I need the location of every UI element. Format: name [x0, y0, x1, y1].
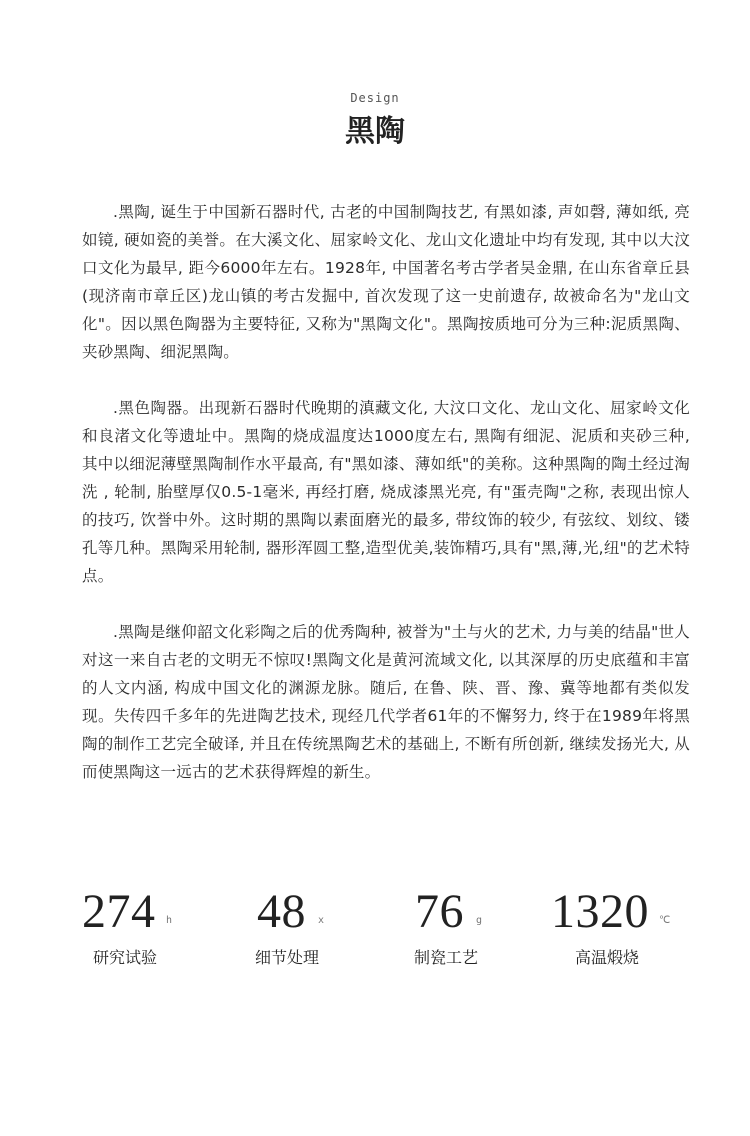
page-header [0, 88, 750, 150]
article-paragraph: .黑陶, 诞生于中国新石器时代, 古老的中国制陶技艺, 有黑如漆, 声如磬, 薄如纸, 亮如镜, 硬如瓷的美誉。在大溪文化、屈家岭文化、龙山文化遗址中均有发现, 其中以大汶口文化为最早, 距今6000年左右。1928年, 中国著名考古学者吴金鼎, 在山东省章丘县(现济南市章丘区)龙山镇的考古发掘中, 首次发现了这一史前遗存, 故被命名为"龙山文化"。因以黑色陶器为主要特征, 又称为"黑陶文化"。黑陶按质地可分为三种:泥质黑陶、夹砂黑陶、细泥黑陶。 [82, 203, 690, 361]
stat-number: 48 [257, 885, 306, 938]
page-title: 黑陶 [345, 114, 405, 149]
stat-research [82, 884, 232, 967]
stat-unit: g [476, 915, 483, 926]
section-eyebrow: Design [350, 91, 400, 105]
stat-number: 1320 [551, 885, 649, 938]
stat-number: 274 [82, 885, 156, 938]
stat-unit: h [166, 915, 173, 926]
article-paragraph: .黑色陶器。出现新石器时代晚期的滇藏文化, 大汶口文化、龙山文化、屈家岭文化和良渚文化等遗址中。黑陶的烧成温度达1000度左右, 黑陶有细泥、泥质和夹砂三种, 其中以细泥薄壁黑陶制作水平最高, 有"黑如漆、薄如纸"的美称。这种黑陶的陶土经过淘洗 , 轮制, 胎壁厚仅0.5-1毫米, 再经打磨, 烧成漆黑光亮, 有"蛋壳陶"之称, 表现出惊人的技巧, 饮誉中外。这时期的黑陶以素面磨光的最多, 带纹饰的较少, 有弦纹、划纹、镂孔等几种。黑陶采用轮制, 器形浑圆工整,造型优美,装饰精巧,具有"黑,薄,光,纽"的艺术特点。 [82, 399, 690, 585]
stat-label: 细节处理 [255, 948, 320, 967]
stat-unit: ℃ [659, 915, 671, 926]
stat-unit: x [318, 915, 325, 926]
stat-craft [414, 884, 565, 967]
article-paragraph: .黑陶是继仰韶文化彩陶之后的优秀陶种, 被誉为"土与火的艺术, 力与美的结晶"世人对这一来自古老的文明无不惊叹!黑陶文化是黄河流域文化, 以其深厚的历史底蕴和丰富的人文内涵, 构成中国文化的渊源龙脉。随后, 在鲁、陕、晋、豫、冀等地都有类似发现。失传四千多年的先进陶艺技术, 现经几代学者61年的不懈努力, 终于在1989年将黑陶的制作工艺完全破译, 并且在传统黑陶艺术的基础上, 不断有所创新, 继续发扬光大, 从而使黑陶这一远古的艺术获得辉煌的新生。 [82, 623, 690, 781]
stat-detail [255, 884, 407, 967]
stats-row [0, 884, 750, 984]
stat-label: 制瓷工艺 [414, 948, 479, 967]
stat-firing [551, 884, 701, 967]
stat-number: 76 [415, 885, 464, 938]
stat-label: 研究试验 [93, 948, 158, 967]
article-body [82, 198, 690, 814]
stat-label: 高温煅烧 [575, 948, 640, 967]
